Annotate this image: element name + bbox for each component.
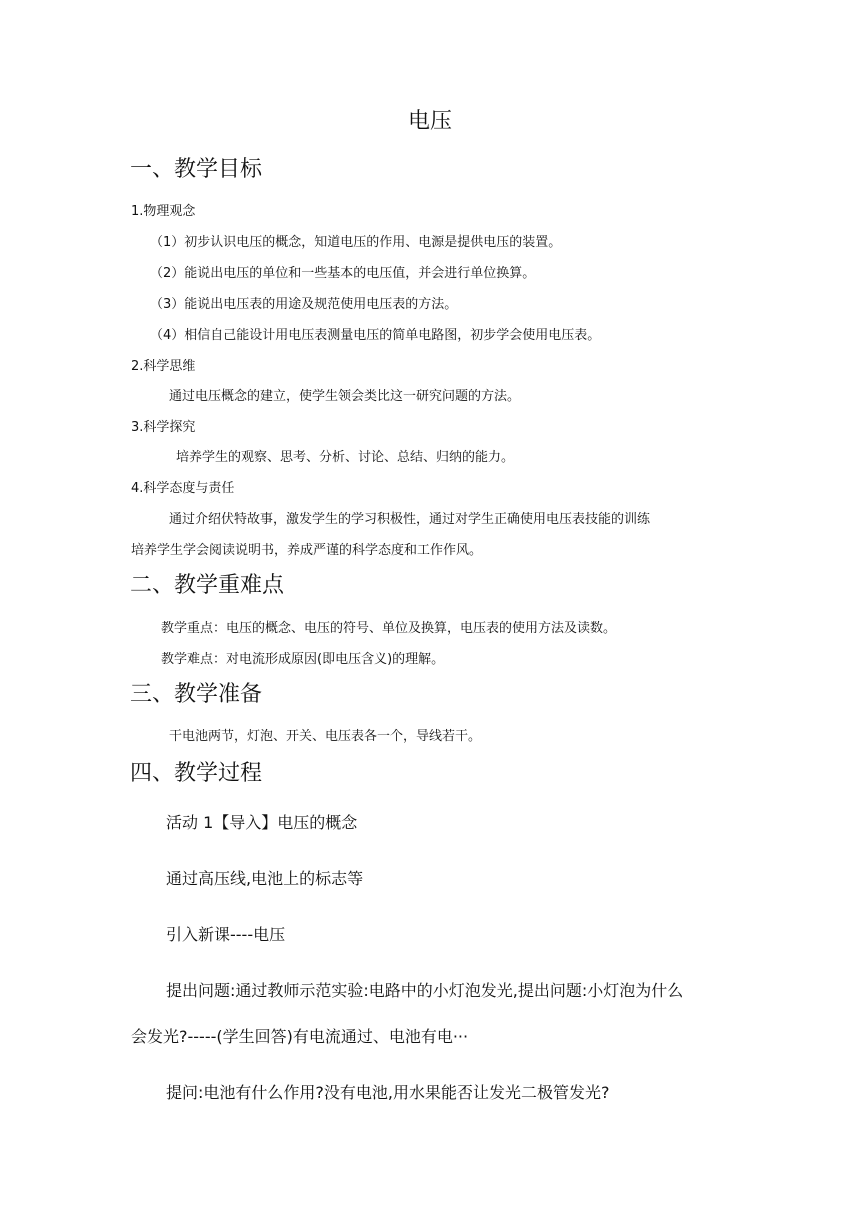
process-line-4: 提出问题:通过教师示范实验:电路中的小灯泡发光,提出问题:小灯泡为什么	[166, 981, 684, 1000]
objective-item-4: （4）相信自己能设计用电压表测量电压的简单电路图，初步学会使用电压表。	[150, 328, 601, 343]
process-line-2: 通过高压线,电池上的标志等	[166, 869, 364, 888]
objective-item-2: （2）能说出电压的单位和一些基本的电压值，并会进行单位换算。	[150, 266, 536, 281]
objective-item-3: （3）能说出电压表的用途及规范使用电压表的方法。	[150, 297, 458, 312]
subheading-scientific-inquiry: 3.科学探究	[131, 420, 196, 435]
section-heading-key-points: 二、教学重难点	[130, 573, 285, 598]
difficult-point-text: 教学难点：对电流形成原因(即电压含义)的理解。	[161, 652, 445, 667]
subheading-scientific-thinking: 2.科学思维	[131, 359, 196, 374]
page-title: 电压	[407, 109, 452, 134]
section-heading-preparation: 三、教学准备	[130, 682, 263, 707]
process-line-6: 提问:电池有什么作用?没有电池,用水果能否让发光二极管发光?	[166, 1083, 610, 1102]
section-heading-objectives: 一、教学目标	[130, 157, 263, 182]
section-heading-process: 四、教学过程	[130, 761, 263, 786]
subheading-attitude: 4.科学态度与责任	[131, 481, 235, 496]
scientific-inquiry-text: 培养学生的观察、思考、分析、讨论、总结、归纳的能力。	[176, 450, 515, 465]
attitude-text-line-2: 培养学生学会阅读说明书，养成严谨的科学态度和工作作风。	[131, 543, 483, 558]
process-line-3: 引入新课----电压	[166, 925, 286, 944]
process-line-5: 会发光?-----(学生回答)有电流通过、电池有电···	[131, 1027, 469, 1046]
process-line-1: 活动 1【导入】电压的概念	[166, 813, 358, 832]
key-point-text: 教学重点：电压的概念、电压的符号、单位及换算，电压表的使用方法及读数。	[161, 621, 617, 636]
preparation-text: 干电池两节，灯泡、开关、电压表各一个，导线若干。	[169, 729, 482, 744]
objective-item-1: （1）初步认识电压的概念，知道电压的作用、电源是提供电压的装置。	[150, 235, 562, 250]
scientific-thinking-text: 通过电压概念的建立，使学生领会类比这一研究问题的方法。	[169, 389, 521, 404]
subheading-physics-concept: 1.物理观念	[131, 204, 196, 219]
attitude-text-line-1: 通过介绍伏特故事，激发学生的学习积极性，通过对学生正确使用电压表技能的训练	[169, 512, 651, 527]
